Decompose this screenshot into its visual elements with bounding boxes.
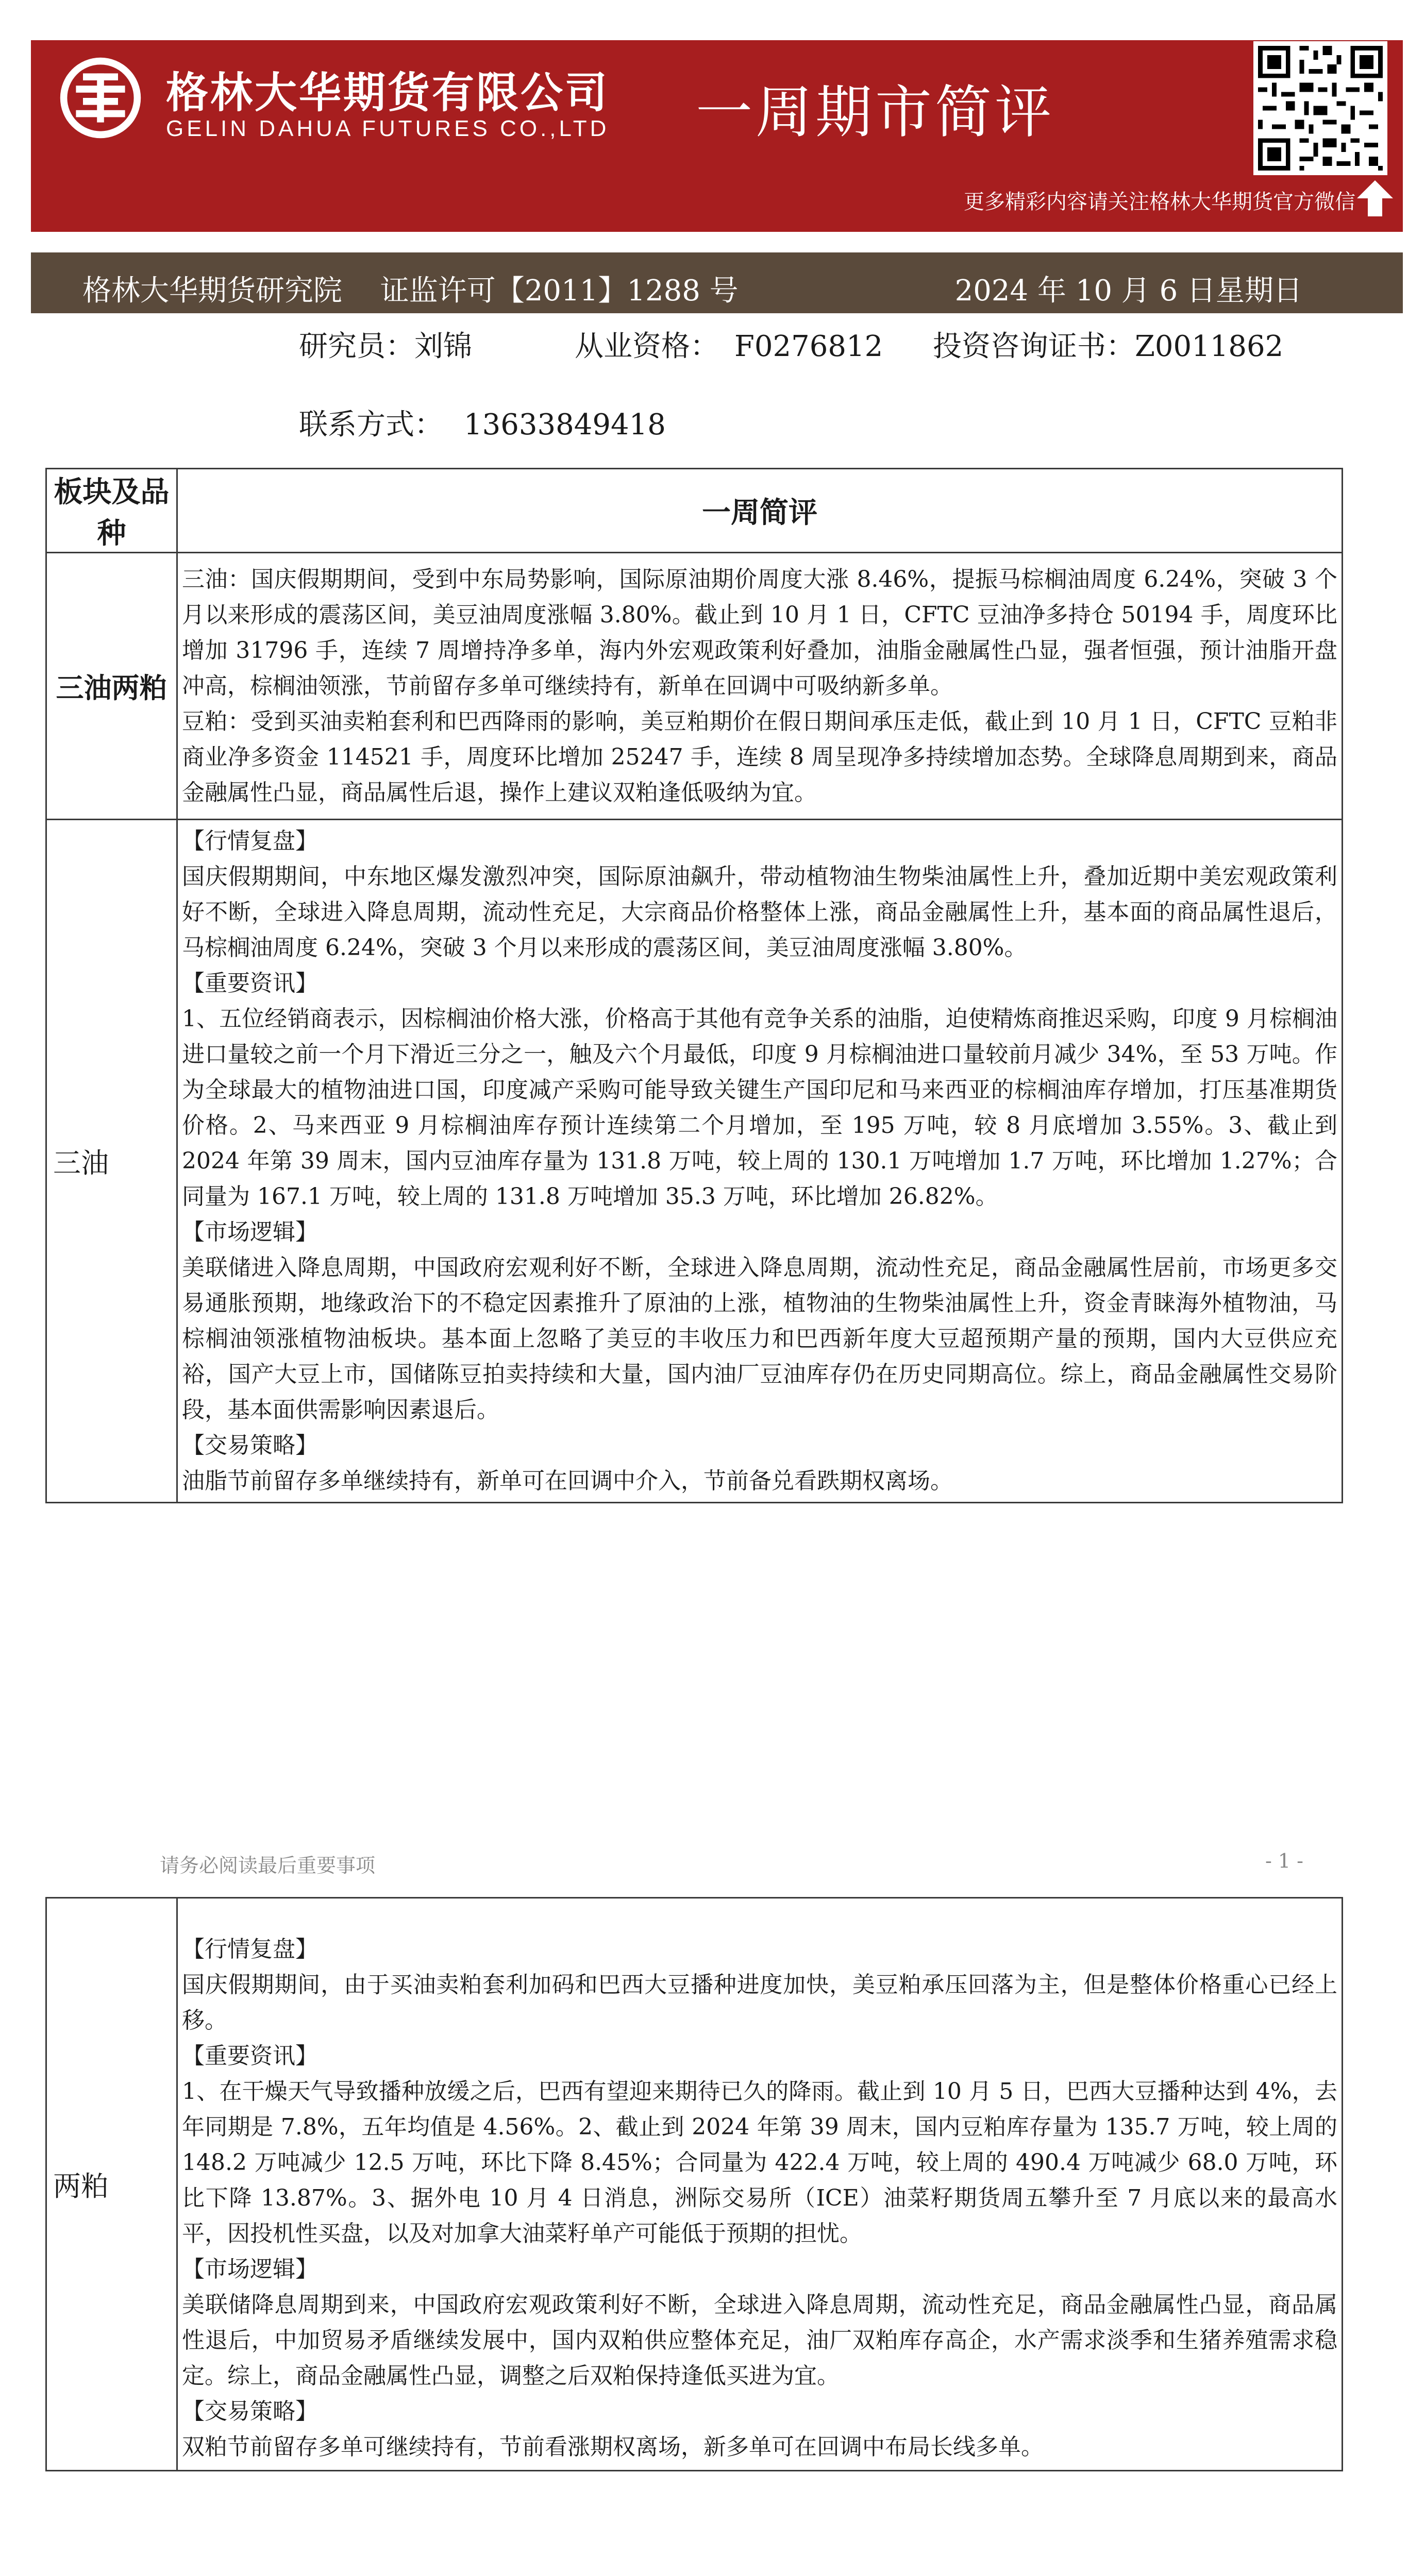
qualification-number: F0276812 xyxy=(734,330,883,363)
paragraph-news: 1、在干燥天气导致播种放缓之后，巴西有望迎来期待已久的降雨。截止到 10 月 5 日，巴西大豆播种达到 4%，去年同期是 7.8%，五年均值是 4.56%。2、截止到 2024 年第 39 周末，国内豆粕库存量为 135.7 万吨，较上周的 148.2 万吨减少 12.5 万吨，环比下降 8.45%；合同量为 422.4 万吨，较上周的 490.4 万吨减少 68.0 万吨，环比下降 13.87%。3、据外电 10 月 4 日消息，洲际交易所（ICE）油菜籽期货周五攀升至 7 月底以来的最高水平，因投机性买盘，以及对加拿大油菜籽单产可能低于预期的担忧。 xyxy=(182,2078,1337,2247)
category-liangpo: 两粕 xyxy=(46,1898,177,2471)
paragraph-doupo: 豆粕：受到买油卖粕套利和巴西降雨的影响，美豆粕期价在假日期间承压走低，截止到 10 月 1 日，CFTC 豆粕非商业净多资金 114521 手，周度环比增加 25247 手，连续 8 周呈现净多持续增加态势。全球降息周期到来，商品金融属性凸显，商品属性后退，操作上建议双粕逢低吸纳为宜。 xyxy=(182,708,1337,806)
category-sanyou-liangpo: 三油两粕 xyxy=(46,553,177,820)
category-sanyou: 三油 xyxy=(46,820,177,1503)
paragraph-strategy: 油脂节前留存多单继续持有，新单可在回调中介入，节前备兑看跌期权离场。 xyxy=(182,1468,953,1494)
paragraph-logic: 美联储降息周期到来，中国政府宏观政策利好不断，全球进入降息周期，流动性充足，商品金融属性凸显，商品属性退后，中加贸易矛盾继续发展中，国内双粕供应整体充足，油厂双粕库存高企，水产需求淡季和生猪养殖需求稳定。综上，商品金融属性凸显，调整之后双粕保持逢低买进为宜。 xyxy=(182,2292,1337,2389)
section-heading-logic: 【市场逻辑】 xyxy=(182,1219,318,1245)
wechat-qr-code-icon[interactable] xyxy=(1253,41,1387,175)
certificate-label: 投资咨询证书：Z0011862 xyxy=(933,330,1284,363)
section-heading-strategy: 【交易策略】 xyxy=(182,2398,318,2425)
section-heading-review: 【行情复盘】 xyxy=(182,828,318,854)
arrow-up-icon xyxy=(1357,180,1393,216)
table-row xyxy=(46,820,1343,1503)
paragraph-strategy: 双粕节前留存多单可继续持有，节前看涨期权离场，新多单可在回调中布局长线多单。 xyxy=(182,2434,1044,2460)
paragraph-review: 国庆假期期间，中东地区爆发激烈冲突，国际原油飙升，带动植物油生物柴油属性上升，叠加近期中美宏观政策利好不断，全球进入降息周期，流动性充足，大宗商品价格整体上涨，商品金融属性上升，基本面的商品属性退后，马棕榈油周度 6.24%，突破 3 个月以来形成的震荡区间，美豆油周度涨幅 3.80%。 xyxy=(182,863,1337,961)
table-row xyxy=(46,1898,1343,2471)
paragraph-logic: 美联储进入降息周期，中国政府宏观利好不断，全球进入降息周期，流动性充足，商品金融属性居前，市场更多交易通胀预期，地缘政治下的不稳定因素推升了原油的上涨，植物油的生物柴油属性上升，资金青睐海外植物油，马棕榈油领涨植物油板块。基本面上忽略了美豆的丰收压力和巴西新年度大豆超预期产量的预期，国内大豆供应充裕，国产大豆上市，国储陈豆拍卖持续和大量，国内油厂豆油库存仍在历史同期高位。综上，商品金融属性交易阶段，基本面供需影响因素退后。 xyxy=(182,1255,1337,1423)
column-header-category: 板块及品种 xyxy=(46,469,177,553)
weekly-commentary-table-continued xyxy=(45,1897,1343,2471)
section-heading-news: 【重要资讯】 xyxy=(182,970,318,996)
qualification-label: 从业资格： F0276812 xyxy=(575,330,883,363)
comment-cell xyxy=(177,1898,1343,2471)
section-heading-review: 【行情复盘】 xyxy=(182,1936,318,1962)
institute-license: 格林大华期货研究院 证监许可【2011】1288 号 xyxy=(82,274,739,308)
certificate-number: Z0011862 xyxy=(1135,330,1284,363)
paragraph-sanyou: 三油：国庆假期期间，受到中东局势影响，国际原油期价周度大涨 8.46%，提振马棕榈油周度 6.24%，突破 3 个月以来形成的震荡区间，美豆油周度涨幅 3.80%。截止到 10 月 1 日，CFTC 豆油净多持仓 50194 手，周度环比增加 31796 手，连续 7 周增持净多单，海内外宏观政策利好叠加，油脂金融属性凸显，强者恒强，预计油脂开盘冲高，棕榈油领涨，节前留存多单可继续持有，新单在回调中可吸纳新多单。 xyxy=(182,566,1337,699)
contact-label: 联系方式： 13633849418 xyxy=(299,408,666,442)
company-name-cn: 格林大华期货有限公司 xyxy=(166,68,610,117)
info-bar xyxy=(31,252,1403,313)
comment-cell xyxy=(177,820,1343,1503)
section-heading-logic: 【市场逻辑】 xyxy=(182,2256,318,2282)
page-number: - 1 - xyxy=(1265,1850,1304,1872)
company-name-en: GELIN DAHUA FUTURES CO.,LTD xyxy=(166,116,610,141)
company-logo-icon xyxy=(57,54,144,142)
paragraph-review: 国庆假期期间，由于买油卖粕套利加码和巴西大豆播种进度加快，美豆粕承压回落为主，但是整体价格重心已经上移。 xyxy=(182,1972,1337,2033)
section-heading-strategy: 【交易策略】 xyxy=(182,1432,318,1459)
researcher-name: 刘锦 xyxy=(414,330,472,363)
paragraph-news: 1、五位经销商表示，因棕榈油价格大涨，价格高于其他有竞争关系的油脂，迫使精炼商推迟采购，印度 9 月棕榈油进口量较之前一个月下滑近三分之一，触及六个月最低，印度 9 月棕榈油进口量较前月减少 34%，至 53 万吨。作为全球最大的植物油进口国，印度减产采购可能导致关键生产国印尼和马来西亚的棕榈油库存增加，打压基准期货价格。2、马来西亚 9 月棕榈油库存预计连续第二个月增加，至 195 万吨，较 8 月底增加 3.55%。3、截止到 2024 年第 39 周末，国内豆油库存量为 131.8 万吨，较上周的 130.1 万吨增加 1.7 万吨，环比增加 1.27%；合同量为 167.1 万吨，较上周的 131.8 万吨增加 35.3 万吨，环比增加 26.82%。 xyxy=(182,1006,1337,1210)
comment-cell xyxy=(177,553,1343,820)
weekly-commentary-table xyxy=(45,468,1343,1503)
table-row xyxy=(46,553,1343,820)
section-heading-news: 【重要资讯】 xyxy=(182,2043,318,2069)
footer-note: 请务必阅读最后重要事项 xyxy=(160,1854,376,1877)
researcher-label: 研究员：刘锦 xyxy=(299,330,472,363)
contact-phone: 13633849418 xyxy=(464,408,666,442)
report-title: 一周期市简评 xyxy=(696,79,1054,145)
report-date: 2024 年 10 月 6 日星期日 xyxy=(954,274,1302,308)
column-header-comment: 一周简评 xyxy=(177,469,1343,553)
qr-caption: 更多精彩内容请关注格林大华期货官方微信 xyxy=(964,190,1355,214)
